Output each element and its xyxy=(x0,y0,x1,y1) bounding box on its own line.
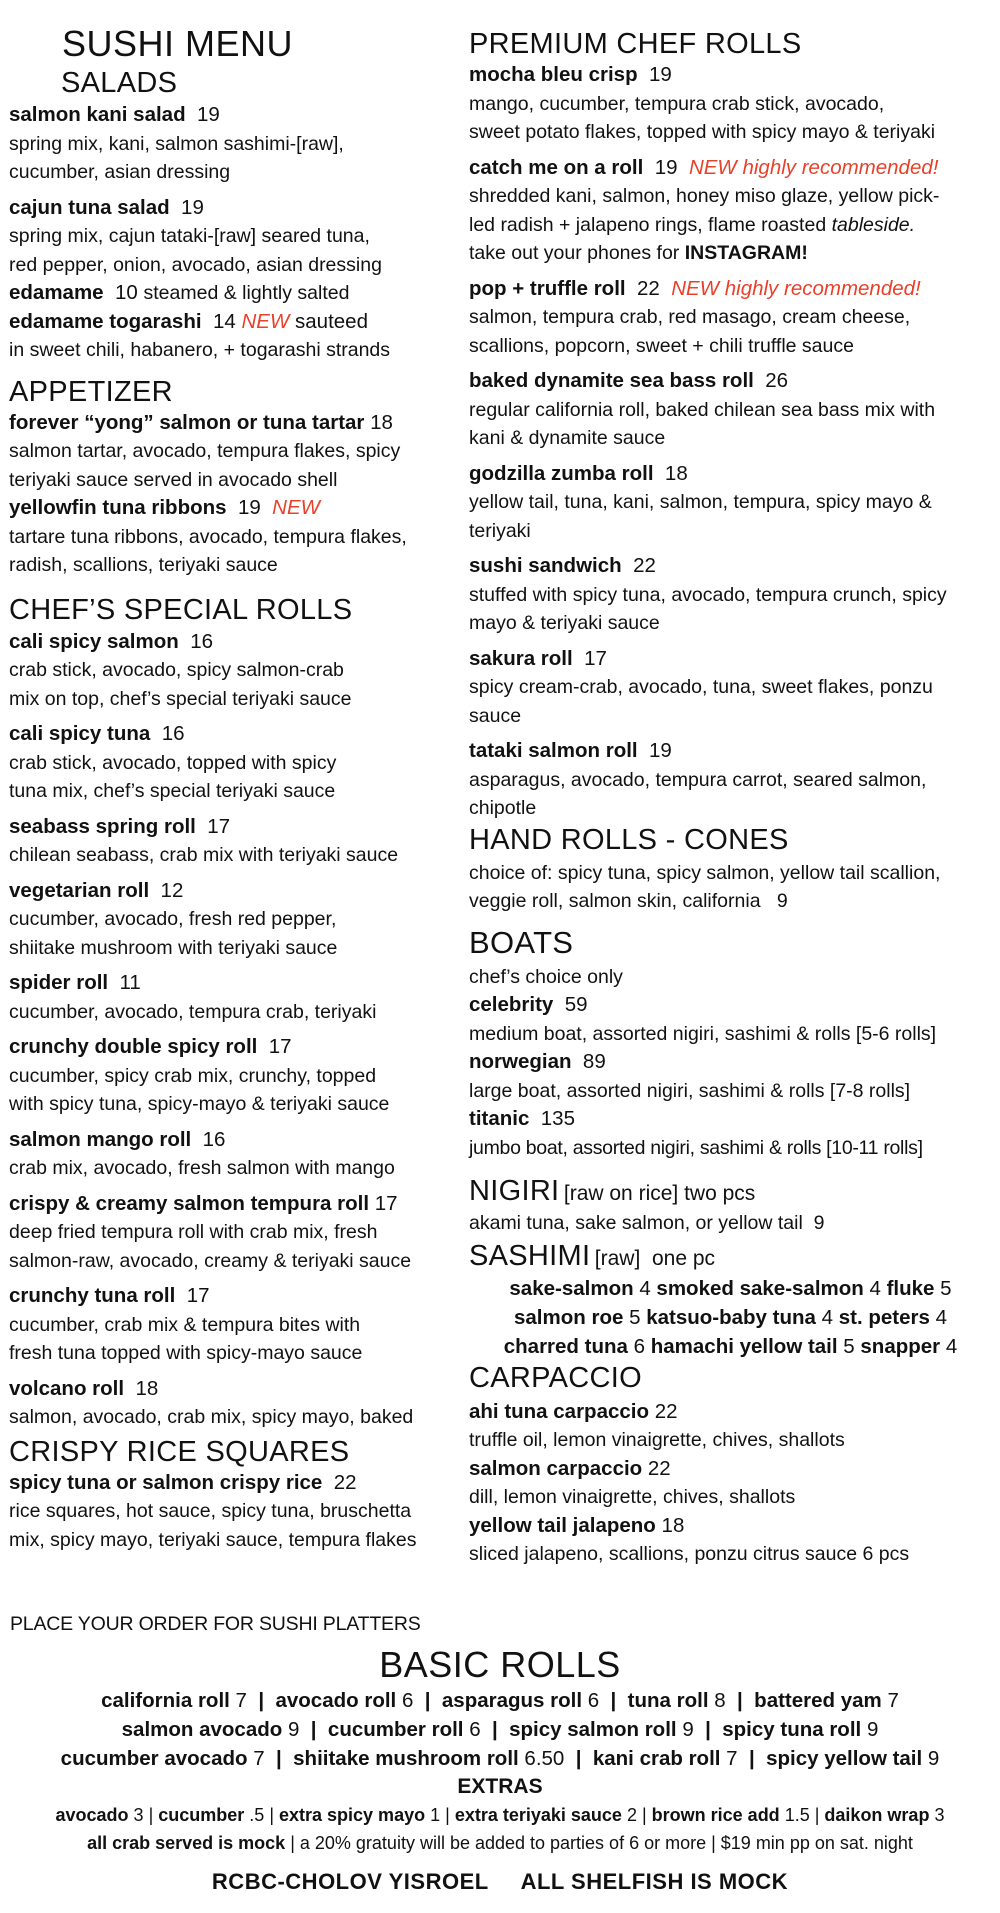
item-name: crunchy double spicy roll xyxy=(9,1035,258,1058)
item-desc: steamed & lightly salted xyxy=(143,282,350,304)
item-price: 16 xyxy=(190,629,213,653)
item-desc xyxy=(469,239,999,268)
item-price: 9 xyxy=(927,1747,940,1770)
basic-rolls-row: california roll 7 | avocado roll 6 | asparagus roll 6 | tuna roll 8 | battered yam 7 xyxy=(101,1689,899,1712)
item-desc xyxy=(469,396,999,425)
item-price: 18 xyxy=(370,410,393,434)
item-header xyxy=(9,720,464,749)
menu-item xyxy=(9,308,464,365)
crab-notice-bold: all crab served is mock xyxy=(87,1833,286,1853)
item-price: 4 xyxy=(639,1276,651,1300)
item-desc: cucumber, crab mix & tempura bites with xyxy=(9,1313,361,1336)
carpaccio-list xyxy=(469,1398,999,1569)
item-price: 19 xyxy=(654,155,678,179)
menu-item xyxy=(469,1209,999,1238)
item-name: crunchy tuna roll xyxy=(9,1284,176,1307)
item-desc: spring mix, kani, salmon sashimi-[raw], xyxy=(9,132,344,155)
menu-item xyxy=(9,1183,464,1276)
item-price: 3 xyxy=(133,1805,144,1825)
item-desc: fresh tuna topped with spicy-mayo sauce xyxy=(9,1342,363,1364)
item-name: kani crab roll xyxy=(592,1747,721,1770)
item-name: battered yam xyxy=(754,1689,882,1712)
item-desc: cucumber, asian dressing xyxy=(9,161,231,183)
menu-item xyxy=(469,1398,999,1455)
item-name: norwegian xyxy=(469,1050,572,1073)
item-name: cucumber xyxy=(158,1805,245,1825)
item-desc: salmon tartar, avocado, tempura flakes, spicy xyxy=(9,440,401,462)
item-name: salmon carpaccio xyxy=(469,1456,643,1480)
item-desc: salmon-raw, avocado, creamy & teriyaki sauce xyxy=(9,1249,412,1272)
item-desc xyxy=(469,118,999,147)
item-name: cucumber avocado xyxy=(60,1747,248,1770)
menu-item xyxy=(9,870,464,963)
item-price: 4 xyxy=(869,1276,881,1300)
item-name: sakura roll xyxy=(469,646,573,670)
item-desc xyxy=(469,702,999,731)
item-price: 22 xyxy=(647,1456,671,1480)
menu-title: SUSHI MENU xyxy=(62,23,294,64)
item-desc xyxy=(469,332,999,361)
footer-shellfish: ALL SHELFISH IS MOCK xyxy=(520,1869,789,1894)
item-desc: sauteed xyxy=(295,309,368,333)
nigiri-heading: NIGIRI xyxy=(469,1175,560,1207)
item-name: spicy yellow tail xyxy=(766,1747,923,1770)
item-name: sake-salmon xyxy=(509,1276,634,1300)
menu-item xyxy=(469,147,999,268)
item-desc: choice of: spicy tuna, spicy salmon, yellow tail scallion, xyxy=(469,861,941,884)
item-desc: mix on top, chef’s special teriyaki sauce xyxy=(9,687,352,710)
item-desc-text: sauce xyxy=(469,704,522,727)
item-desc: sliced jalapeno, scallions, ponzu citrus sauce 6 pcs xyxy=(469,1543,910,1565)
item-desc: crab stick, avocado, topped with spicy xyxy=(9,751,337,774)
item-desc xyxy=(469,488,999,517)
item-price: 19 xyxy=(649,63,672,86)
item-price: 5 xyxy=(629,1305,641,1329)
item-price: 17 xyxy=(374,1191,398,1215)
sashimi-header xyxy=(469,1239,999,1274)
item-price: 7 xyxy=(253,1747,265,1770)
basic-rolls-heading: BASIC ROLLS xyxy=(379,1644,621,1685)
item-desc xyxy=(469,673,999,702)
item-price: 135 xyxy=(540,1107,575,1130)
item-header xyxy=(9,1033,464,1062)
item-desc xyxy=(469,211,999,240)
item-price: 18 xyxy=(661,1513,685,1537)
item-header xyxy=(469,645,999,674)
item-header xyxy=(9,1190,464,1219)
item-header xyxy=(9,628,464,657)
item-price: 7 xyxy=(726,1747,738,1770)
item-desc: red pepper, onion, avocado, asian dressing xyxy=(9,253,382,276)
item-desc: cucumber, avocado, fresh red pepper, xyxy=(9,908,337,930)
item-desc: crab mix, avocado, fresh salmon with mango xyxy=(9,1157,395,1179)
item-name: ahi tuna carpaccio xyxy=(469,1399,650,1423)
item-desc-text: spicy cream-crab, avocado, tuna, sweet flakes, ponzu xyxy=(469,676,933,698)
item-desc-text: teriyaki xyxy=(469,519,531,542)
item-desc: rice squares, hot sauce, spicy tuna, bruschetta xyxy=(9,1500,412,1522)
menu-item xyxy=(9,806,464,870)
item-desc: akami tuna, sake salmon, or yellow tail xyxy=(469,1211,803,1234)
item-desc-text: asparagus, avocado, tempura carrot, seared salmon, xyxy=(469,768,927,791)
item-name: hamachi yellow tail xyxy=(650,1334,838,1358)
item-name: volcano roll xyxy=(9,1376,125,1400)
item-price: 1.5 xyxy=(784,1805,810,1825)
menu-item xyxy=(469,545,999,638)
menu-item xyxy=(469,1512,999,1569)
menu-item xyxy=(9,279,464,308)
item-header xyxy=(469,552,999,581)
item-desc: crab stick, avocado, spicy salmon-crab xyxy=(9,659,344,681)
item-desc xyxy=(469,90,999,119)
menu-item xyxy=(469,859,999,916)
item-price: 3 xyxy=(934,1805,945,1825)
crab-notice xyxy=(0,1829,1000,1857)
item-name: asparagus roll xyxy=(441,1689,583,1712)
sashimi-row xyxy=(468,1274,993,1303)
menu-item xyxy=(9,409,464,495)
basic-rolls-row: salmon avocado 9 | cucumber roll 6 | spicy salmon roll 9 | spicy tuna roll 9 xyxy=(121,1718,879,1741)
item-name: smoked sake-salmon xyxy=(656,1276,864,1300)
menu-item xyxy=(9,101,464,187)
item-price: 19 xyxy=(649,739,672,762)
item-desc xyxy=(469,517,999,546)
item-desc: medium boat, assorted nigiri, sashimi & rolls [5-6 rolls] xyxy=(469,1022,937,1045)
item-price: 17 xyxy=(268,1035,292,1058)
boats-list xyxy=(469,991,999,1162)
item-price: 16 xyxy=(202,1127,226,1151)
item-header xyxy=(469,991,999,1020)
item-desc: teriyaki sauce served in avocado shell xyxy=(9,468,338,491)
item-header xyxy=(469,737,999,766)
item-desc: large boat, assorted nigiri, sashimi & rolls [7-8 rolls] xyxy=(469,1079,911,1102)
item-header xyxy=(469,367,999,396)
boats-note: chef’s choice only xyxy=(469,965,623,988)
item-desc: mix, spicy mayo, teriyaki sauce, tempura flakes xyxy=(9,1528,417,1551)
platters-note: PLACE YOUR ORDER FOR SUSHI PLATTERS xyxy=(10,1613,421,1635)
item-name: sushi sandwich xyxy=(469,554,622,577)
premium-list xyxy=(469,61,999,823)
chefs-special-list xyxy=(9,628,464,1432)
item-desc-text: regular california roll, baked chilean sea bass mix with xyxy=(469,398,936,421)
item-price: 8 xyxy=(714,1689,726,1712)
sashimi-row xyxy=(468,1303,993,1332)
item-name: daikon wrap xyxy=(824,1805,930,1825)
item-price: 5 xyxy=(843,1334,855,1358)
item-name: edamame togarashi xyxy=(9,309,202,333)
item-name: tuna roll xyxy=(627,1689,709,1712)
item-price: 19 xyxy=(237,496,261,519)
item-price: 17 xyxy=(186,1284,210,1307)
item-desc: truffle oil, lemon vinaigrette, chives, shallots xyxy=(469,1429,845,1451)
item-price: 6 xyxy=(401,1689,414,1712)
item-header xyxy=(9,969,464,998)
item-desc-text: yellow tail, tuna, kani, salmon, tempura, spicy mayo & xyxy=(469,491,932,513)
menu-item xyxy=(469,1455,999,1512)
left-column xyxy=(9,0,464,1554)
item-header xyxy=(469,154,999,183)
item-header xyxy=(469,1048,999,1077)
item-name: yellowfin tuna ribbons xyxy=(9,496,227,519)
item-price: 4 xyxy=(821,1305,834,1329)
premium-heading: PREMIUM CHEF ROLLS xyxy=(469,28,802,60)
item-name: spicy tuna roll xyxy=(722,1718,862,1741)
item-desc: jumbo boat, assorted nigiri, sashimi & rolls [10-11 rolls] xyxy=(469,1136,923,1159)
item-name: california roll xyxy=(101,1689,230,1712)
item-name: avocado roll xyxy=(275,1689,397,1712)
item-name: crispy & creamy salmon tempura roll xyxy=(9,1191,370,1215)
item-header xyxy=(9,1375,464,1404)
item-name: cajun tuna salad xyxy=(9,195,170,219)
item-name: vegetarian roll xyxy=(9,878,150,902)
item-price: 10 xyxy=(115,281,138,304)
crab-notice-text: | a 20% gratuity will be added to parties of 6 or more | $19 min pp on sat. night xyxy=(290,1833,913,1853)
menu-item xyxy=(469,453,999,546)
item-desc xyxy=(469,766,999,795)
item-price: 16 xyxy=(161,722,185,745)
item-price: 17 xyxy=(207,814,231,838)
item-price: 12 xyxy=(160,878,184,902)
item-price: 22 xyxy=(333,1470,357,1494)
item-name: salmon avocado xyxy=(121,1718,283,1741)
item-name: fluke xyxy=(886,1276,935,1300)
item-price: 18 xyxy=(664,461,688,485)
item-name: salmon kani salad xyxy=(9,103,186,126)
item-name: avocado xyxy=(55,1805,129,1825)
item-price: 6.50 xyxy=(524,1747,565,1770)
menu-item xyxy=(469,61,999,147)
item-name: katsuo-baby tuna xyxy=(646,1305,816,1329)
item-desc: shiitake mushroom with teriyaki sauce xyxy=(9,936,338,959)
extras-list: avocado 3 | cucumber .5 | extra spicy mayo 1 | extra teriyaki sauce 2 | brown rice add 1.5 | daikon wrap 3 xyxy=(55,1805,945,1825)
item-desc-text: mango, cucumber, tempura crab stick, avocado, xyxy=(469,92,885,115)
item-name: titanic xyxy=(469,1107,530,1130)
menu-item xyxy=(9,1469,464,1555)
item-desc-text: scallions, popcorn, sweet + chili truffle sauce xyxy=(469,334,854,357)
item-price: 19 xyxy=(181,195,204,219)
item-price: 9 xyxy=(287,1718,300,1741)
item-name: st. peters xyxy=(838,1305,930,1329)
new-tag: NEW xyxy=(272,496,320,519)
item-header xyxy=(469,1455,999,1484)
crispy-rice-heading: CRISPY RICE SQUARES xyxy=(9,1435,350,1468)
item-name: pop + truffle roll xyxy=(469,276,626,300)
menu-item xyxy=(469,268,999,361)
menu-item xyxy=(9,494,464,580)
menu-item xyxy=(9,628,464,714)
item-price: 17 xyxy=(584,646,607,670)
basic-rolls-row: cucumber avocado 7 | shiitake mushroom roll 6.50 | kani crab roll 7 | spicy yellow tail 9 xyxy=(60,1747,940,1770)
new-tag: NEW xyxy=(241,309,290,333)
item-price: 4 xyxy=(935,1305,947,1329)
item-desc xyxy=(469,303,999,332)
item-name: baked dynamite sea bass roll xyxy=(469,369,754,392)
menu-item xyxy=(469,1105,999,1162)
item-name: shiitake mushroom roll xyxy=(293,1747,519,1770)
item-price: 9 xyxy=(682,1718,694,1741)
item-desc: chilean seabass, crab mix with teriyaki sauce xyxy=(9,844,399,866)
item-desc-text: led radish + jalapeno rings, flame roasted xyxy=(469,213,827,236)
sashimi-grid xyxy=(468,1274,993,1361)
item-price: 9 xyxy=(866,1718,879,1741)
new-tag: NEW highly recommended! xyxy=(688,155,939,179)
item-price: 9 xyxy=(813,1211,825,1234)
item-price: 59 xyxy=(564,993,588,1016)
item-desc: salmon, avocado, crab mix, spicy mayo, baked xyxy=(9,1406,414,1428)
menu-item xyxy=(9,1275,464,1368)
item-name: snapper xyxy=(860,1334,941,1358)
right-column xyxy=(469,0,999,1569)
item-name: spicy tuna or salmon crispy rice xyxy=(9,1470,323,1494)
item-price: 89 xyxy=(582,1050,606,1073)
sashimi-heading: SASHIMI xyxy=(469,1240,591,1272)
menu-item xyxy=(469,1048,999,1105)
item-name: cali spicy tuna xyxy=(9,722,151,745)
item-desc-text: kani & dynamite sauce xyxy=(469,427,666,449)
item-name: godzilla zumba roll xyxy=(469,461,654,485)
item-price: 9 xyxy=(776,890,788,912)
item-header xyxy=(469,61,999,90)
item-price: 26 xyxy=(765,369,789,392)
item-name: spicy salmon roll xyxy=(509,1718,677,1741)
item-name: cucumber roll xyxy=(327,1718,464,1741)
menu-item xyxy=(9,187,464,280)
menu-item xyxy=(9,713,464,806)
item-price: 2 xyxy=(626,1805,637,1825)
basic-rolls-section xyxy=(0,1645,1000,1895)
item-name: yellow tail jalapeno xyxy=(469,1513,656,1537)
item-desc-text: stuffed with spicy tuna, avocado, tempura crunch, spicy xyxy=(469,583,947,606)
item-price: 22 xyxy=(633,554,656,577)
item-name: forever “yong” salmon or tuna tartar xyxy=(9,410,365,434)
item-name: cali spicy salmon xyxy=(9,629,179,653)
item-price: 7 xyxy=(887,1689,899,1712)
item-price: 14 xyxy=(212,309,236,333)
menu-item xyxy=(469,360,999,453)
item-desc: radish, scallions, teriyaki sauce xyxy=(9,554,278,576)
item-price: 6 xyxy=(469,1718,481,1741)
instagram-callout: INSTAGRAM! xyxy=(684,242,808,264)
item-header xyxy=(469,1398,999,1427)
menu-item xyxy=(9,962,464,1026)
item-desc-text: sweet potato flakes, topped with spicy mayo & teriyaki xyxy=(469,121,936,143)
item-desc-text: mayo & teriyaki sauce xyxy=(469,612,660,634)
item-desc: dill, lemon vinaigrette, chives, shallots xyxy=(469,1486,796,1508)
item-price: 22 xyxy=(637,276,660,300)
item-price: 1 xyxy=(430,1805,441,1825)
item-name: salmon roe xyxy=(514,1305,624,1329)
item-price: 6 xyxy=(587,1689,600,1712)
boats-heading: BOATS xyxy=(469,924,574,960)
chefs-special-heading: CHEF’S SPECIAL ROLLS xyxy=(9,593,353,626)
item-desc xyxy=(469,609,999,638)
item-header xyxy=(9,877,464,906)
item-name: extra teriyaki sauce xyxy=(454,1805,622,1825)
menu-item xyxy=(9,1119,464,1183)
item-desc: cucumber, spicy crab mix, crunchy, topped xyxy=(9,1064,377,1087)
hand-rolls-heading: HAND ROLLS - CONES xyxy=(469,823,789,856)
item-header xyxy=(469,1105,999,1134)
menu-item xyxy=(9,1368,464,1432)
item-name: brown rice add xyxy=(651,1805,780,1825)
item-desc xyxy=(469,182,999,211)
item-header xyxy=(469,1512,999,1541)
menu-item xyxy=(469,730,999,823)
item-header xyxy=(9,813,464,842)
item-header xyxy=(469,460,999,489)
item-desc: tuna mix, chef’s special teriyaki sauce xyxy=(9,780,336,802)
carpaccio-heading: CARPACCIO xyxy=(469,1361,642,1394)
footer-kosher: RCBC-CHOLOV YISROEL xyxy=(211,1869,489,1894)
item-desc-text: shredded kani, salmon, honey miso glaze, yellow pick- xyxy=(469,185,940,207)
item-name: salmon mango roll xyxy=(9,1127,192,1151)
item-desc-text: take out your phones for xyxy=(469,242,680,264)
extras-heading: EXTRAS xyxy=(457,1775,543,1798)
item-price: 5 xyxy=(940,1276,952,1300)
item-desc-text: chipotle xyxy=(469,797,537,819)
menu-item xyxy=(469,991,999,1048)
item-desc: veggie roll, salmon skin, california xyxy=(469,890,761,912)
item-price: 4 xyxy=(945,1334,958,1358)
new-tag: NEW highly recommended! xyxy=(671,276,921,300)
item-price: 6 xyxy=(633,1334,646,1358)
item-name: extra spicy mayo xyxy=(279,1805,426,1825)
item-price: 11 xyxy=(119,971,141,994)
item-desc: cucumber, avocado, tempura crab, teriyaki xyxy=(9,1000,377,1023)
item-desc: deep fried tempura roll with crab mix, fresh xyxy=(9,1221,378,1243)
item-price: 19 xyxy=(197,103,220,126)
item-desc: spring mix, cajun tataki-[raw] seared tuna, xyxy=(9,225,370,247)
item-name: catch me on a roll xyxy=(469,155,644,179)
item-desc xyxy=(469,581,999,610)
item-header xyxy=(9,1282,464,1311)
item-header xyxy=(9,1126,464,1155)
item-desc xyxy=(469,424,999,453)
item-desc xyxy=(469,794,999,823)
item-name: tataki salmon roll xyxy=(469,739,638,762)
item-desc-text: salmon, tempura crab, red masago, cream cheese, xyxy=(469,306,911,328)
item-price: 18 xyxy=(135,1376,159,1400)
footer xyxy=(0,1869,1000,1895)
item-desc-italic: tableside. xyxy=(831,213,916,236)
item-desc: tartare tuna ribbons, avocado, tempura flakes, xyxy=(9,525,407,548)
item-desc: with spicy tuna, spicy-mayo & teriyaki sauce xyxy=(9,1093,390,1115)
item-price: 7 xyxy=(235,1689,247,1712)
salads-heading: SALADS xyxy=(61,67,178,99)
sashimi-row xyxy=(468,1332,993,1361)
item-name: celebrity xyxy=(469,993,554,1016)
item-header xyxy=(469,275,999,304)
item-name: edamame xyxy=(9,281,104,304)
item-name: charred tuna xyxy=(503,1334,628,1358)
item-name: mocha bleu crisp xyxy=(469,63,638,86)
menu-item xyxy=(9,1026,464,1119)
appetizer-heading: APPETIZER xyxy=(9,375,173,408)
item-name: spider roll xyxy=(9,971,109,994)
menu-item xyxy=(469,638,999,731)
nigiri-header xyxy=(469,1174,999,1209)
item-desc: in sweet chili, habanero, + togarashi strands xyxy=(9,339,391,361)
item-price: .5 xyxy=(249,1805,265,1825)
basic-rolls-grid xyxy=(0,1686,1000,1773)
sashimi-sub: [raw] one pc xyxy=(594,1247,716,1270)
nigiri-sub: [raw on rice] two pcs xyxy=(563,1182,756,1205)
item-name: seabass spring roll xyxy=(9,814,196,838)
item-price: 22 xyxy=(654,1399,678,1423)
